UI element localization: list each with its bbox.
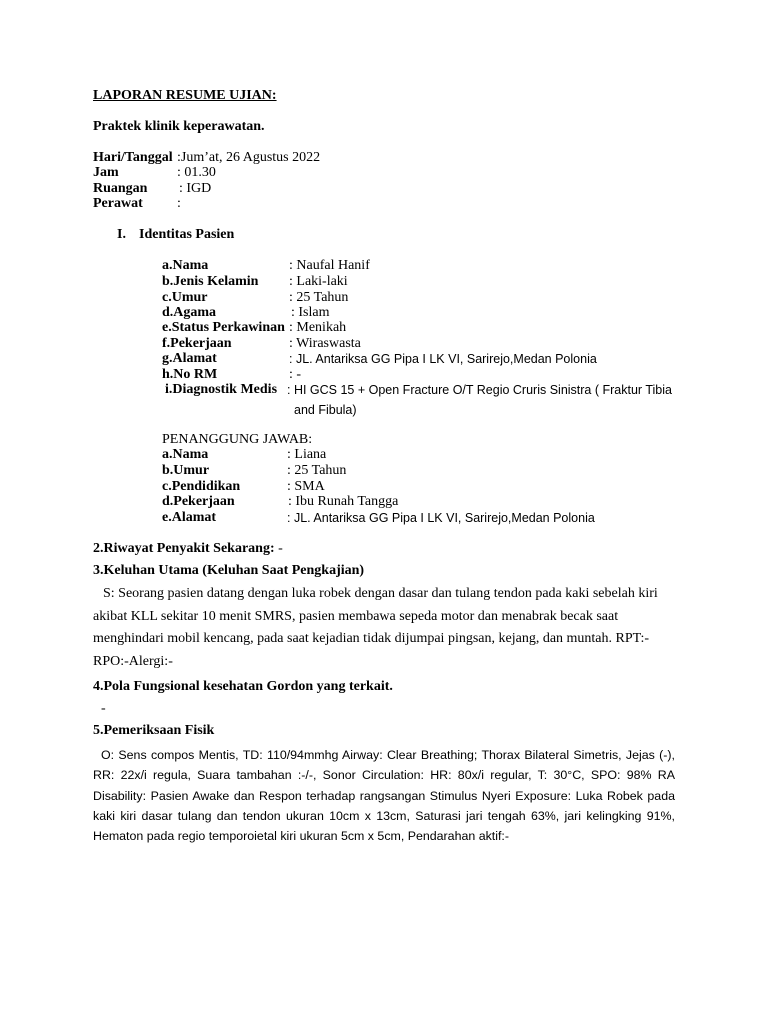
header-value-perawat: :: [177, 196, 181, 211]
header-value-hari-tanggal: :Jum’at, 26 Agustus 2022: [177, 150, 321, 165]
identitas-value-alamat: : JL. Antariksa GG Pipa I LK VI, Sarirejo,Medan Polonia: [289, 352, 597, 366]
identitas-label-jenis-kelamin: b.Jenis Kelamin: [162, 274, 259, 289]
penanggung-label-umur: b.Umur: [162, 463, 210, 478]
riwayat-value: -: [274, 541, 283, 556]
identitas-heading: Identitas Pasien: [139, 227, 235, 242]
penanggung-value-pendidikan: : SMA: [287, 479, 325, 494]
header-label-hari-tanggal: Hari/Tanggal: [93, 150, 173, 165]
identitas-label-nama: a.Nama: [162, 258, 209, 273]
header-label-perawat: Perawat: [93, 196, 143, 211]
penanggung-label-pendidikan: c.Pendidikan: [162, 479, 241, 494]
identitas-value-status-perkawinan: : Menikah: [289, 320, 347, 335]
header-value-jam: : 01.30: [177, 165, 216, 180]
penanggung-heading: PENANGGUNG JAWAB:: [162, 432, 313, 447]
report-subtitle: Praktek klinik keperawatan.: [93, 119, 265, 134]
identitas-value-pekerjaan: : Wiraswasta: [289, 336, 361, 351]
pola-value: -: [101, 701, 106, 716]
penanggung-value-pekerjaan: : Ibu Runah Tangga: [288, 494, 399, 509]
identitas-label-umur: c.Umur: [162, 290, 208, 305]
identitas-label-diagnostik: i.Diagnostik Medis: [165, 382, 278, 397]
identitas-value-no-rm: : -: [289, 367, 302, 382]
header-value-ruangan: : IGD: [179, 181, 212, 196]
penanggung-value-nama: : Liana: [287, 447, 327, 462]
penanggung-label-pekerjaan: d.Pekerjaan: [162, 494, 235, 509]
identitas-label-pekerjaan: f.Pekerjaan: [162, 336, 232, 351]
identitas-label-no-rm: h.No RM: [162, 367, 218, 382]
identitas-value-agama: : Islam: [291, 305, 330, 320]
penanggung-label-alamat: e.Alamat: [162, 510, 217, 525]
keluhan-heading: 3.Keluhan Utama (Keluhan Saat Pengkajian): [93, 563, 365, 578]
identitas-value-diagnostik: : HI GCS 15 + Open Fracture O/T Regio Cruris Sinistra ( Fraktur Tibia: [287, 383, 672, 397]
header-label-ruangan: Ruangan: [93, 181, 148, 196]
identitas-value-umur: : 25 Tahun: [289, 290, 349, 305]
riwayat-line: [93, 541, 283, 557]
pola-heading: 4.Pola Fungsional kesehatan Gordon yang terkait.: [93, 679, 393, 694]
penanggung-label-nama: a.Nama: [162, 447, 209, 462]
keluhan-text: S: Seorang pasien datang dengan luka robek dengan dasar dan tulang tendon pada kaki sebelah kiri akibat KLL sekitar 10 menit SMRS, pasien membawa sepeda motor dan menabrak becak saat menghindari mobil kencang, pada saat kejadian tidak dijumpai pingsan, kejang, dan muntah. RPT:- RPO:-Alergi:-: [93, 586, 658, 669]
identitas-value-jenis-kelamin: : Laki-laki: [289, 274, 348, 289]
fisik-heading: 5.Pemeriksaan Fisik: [93, 723, 215, 738]
identitas-label-alamat: g.Alamat: [162, 351, 217, 366]
header-label-jam: Jam: [93, 165, 119, 180]
section-number: I.: [117, 227, 126, 242]
identitas-label-status-perkawinan: e.Status Perkawinan: [162, 320, 285, 335]
identitas-value-nama: : Naufal Hanif: [289, 258, 370, 273]
riwayat-heading: 2.Riwayat Penyakit Sekarang:: [93, 541, 275, 556]
identitas-value-diagnostik-cont: and Fibula): [294, 403, 357, 417]
fisik-text: O: Sens compos Mentis, TD: 110/94mmhg Airway: Clear Breathing; Thorax Bilateral Simetris, Jejas (-), RR: 22x/i regula, Suara tambahan :-/-, Sonor Circulation: HR: 80x/i regular, T: 30°C, SPO: 98% RA Disability: Pasien Awake dan Respon terhadap rangsangan Stimulus Nyeri Exposure: Luka Robek pada kaki kiri dasar tulang dan tendon ukuran 10cm x 13cm, Saturasi jari tengah 63%, jari kelingking 91%, Hematon pada regio temporoietal kiri ukuran 5cm x 5cm, Pendarahan aktif:-: [93, 748, 675, 844]
penanggung-value-umur: : 25 Tahun: [287, 463, 347, 478]
penanggung-value-alamat: : JL. Antariksa GG Pipa I LK VI, Sarirejo,Medan Polonia: [287, 511, 595, 525]
report-title: LAPORAN RESUME UJIAN:: [93, 88, 277, 103]
identitas-label-agama: d.Agama: [162, 305, 217, 320]
